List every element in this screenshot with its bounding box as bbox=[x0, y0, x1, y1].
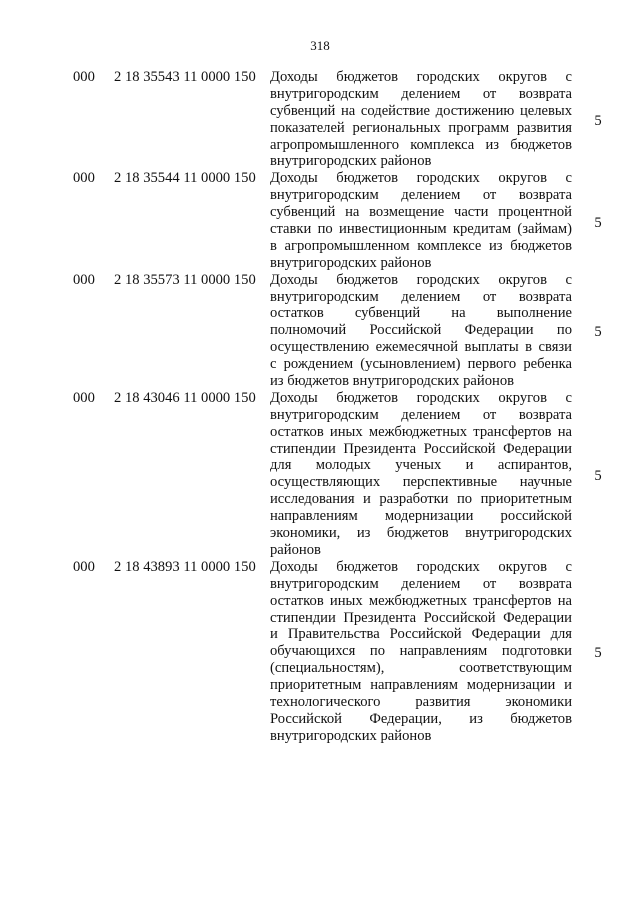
standard-value: 5 bbox=[594, 324, 602, 341]
income-description bbox=[270, 272, 572, 390]
description-line: районов bbox=[270, 541, 321, 558]
standard-value: 5 bbox=[594, 214, 602, 231]
description-line: субвенций на содействие достижению целевых bbox=[270, 102, 572, 119]
description-line: исследования и разработки по приоритетным bbox=[270, 491, 572, 508]
standard-value: 5 bbox=[594, 645, 602, 662]
income-description bbox=[270, 559, 572, 745]
description-line: Доходы бюджетов городских округов с bbox=[270, 389, 572, 406]
admin-code: 000 bbox=[73, 69, 95, 85]
description-line: и Правительства Российской Федерации для bbox=[270, 626, 572, 643]
description-line: внутригородским делением от возврата bbox=[270, 575, 572, 592]
table-row bbox=[0, 559, 640, 745]
admin-code: 000 bbox=[73, 271, 95, 288]
description-line: Российской Федерации, из бюджетов bbox=[270, 710, 572, 727]
description-line: внутригородских районов bbox=[270, 727, 432, 744]
description-line: полномочий Российской Федерации по bbox=[270, 322, 572, 339]
description-line: осуществлению ежемесячной выплаты в связи bbox=[270, 339, 572, 356]
description-line: показателей региональных программ развития bbox=[270, 119, 572, 136]
description-line: Доходы бюджетов городских округов с bbox=[270, 170, 572, 187]
description-line: стипендии Президента Российской Федерации bbox=[270, 609, 572, 626]
table-row bbox=[0, 69, 640, 170]
description-line: осуществляющих перспективные научные bbox=[270, 474, 572, 491]
description-line: Доходы бюджетов городских округов с bbox=[270, 69, 572, 85]
description-line: остатков иных межбюджетных трансфертов на bbox=[270, 423, 572, 440]
description-line: из бюджетов внутригородских районов bbox=[270, 373, 515, 390]
description-line: субвенций на возмещение части процентной bbox=[270, 204, 572, 221]
description-line: экономики, из бюджетов внутригородских bbox=[270, 525, 572, 542]
description-line: обучающихся по направлениям подготовки bbox=[270, 643, 572, 660]
description-line: (специальностям), соответствующим bbox=[270, 660, 572, 677]
description-line: остатков иных межбюджетных трансфертов на bbox=[270, 592, 572, 609]
page-number: 318 bbox=[310, 38, 330, 53]
standard-value: 5 bbox=[594, 467, 602, 484]
admin-code: 000 bbox=[73, 389, 95, 406]
description-line: внутригородским делением от возврата bbox=[270, 85, 572, 102]
description-line: внутригородским делением от возврата bbox=[270, 288, 572, 305]
standard-value: 5 bbox=[594, 113, 602, 130]
table-row bbox=[0, 272, 640, 390]
table-row bbox=[0, 390, 640, 559]
budget-classification-code: 2 18 43046 11 0000 150 bbox=[114, 389, 256, 406]
income-description bbox=[270, 170, 572, 271]
description-line: внутригородских районов bbox=[270, 153, 432, 170]
budget-code-table bbox=[0, 69, 640, 745]
admin-code: 000 bbox=[73, 170, 95, 187]
description-line: с рождением (усыновлением) первого ребенка bbox=[270, 356, 572, 373]
budget-classification-code: 2 18 35543 11 0000 150 bbox=[114, 69, 256, 85]
description-line: Доходы бюджетов городских округов с bbox=[270, 271, 572, 288]
description-line: ставки по инвестиционным кредитам (займам) bbox=[270, 221, 572, 238]
budget-classification-code: 2 18 35544 11 0000 150 bbox=[114, 170, 256, 187]
description-line: остатков субвенций на выполнение bbox=[270, 305, 572, 322]
description-line: стипендии Президента Российской Федерации bbox=[270, 440, 572, 457]
description-line: Доходы бюджетов городских округов с bbox=[270, 558, 572, 575]
description-line: в агропромышленном комплексе из бюджетов bbox=[270, 237, 572, 254]
description-line: приоритетным направлениям модернизации и bbox=[270, 677, 572, 694]
description-line: направлениям модернизации российской bbox=[270, 508, 572, 525]
description-line: внутригородским делением от возврата bbox=[270, 187, 572, 204]
admin-code: 000 bbox=[73, 558, 95, 575]
description-line: агропромышленного комплекса из бюджетов bbox=[270, 136, 572, 153]
description-line: внутригородских районов bbox=[270, 254, 432, 271]
description-line: внутригородским делением от возврата bbox=[270, 406, 572, 423]
table-row bbox=[0, 170, 640, 271]
budget-classification-code: 2 18 43893 11 0000 150 bbox=[114, 558, 256, 575]
income-description bbox=[270, 69, 572, 170]
income-description bbox=[270, 390, 572, 559]
budget-classification-code: 2 18 35573 11 0000 150 bbox=[114, 271, 256, 288]
description-line: для молодых ученых и аспирантов, bbox=[270, 457, 572, 474]
description-line: технологического развития экономики bbox=[270, 693, 572, 710]
